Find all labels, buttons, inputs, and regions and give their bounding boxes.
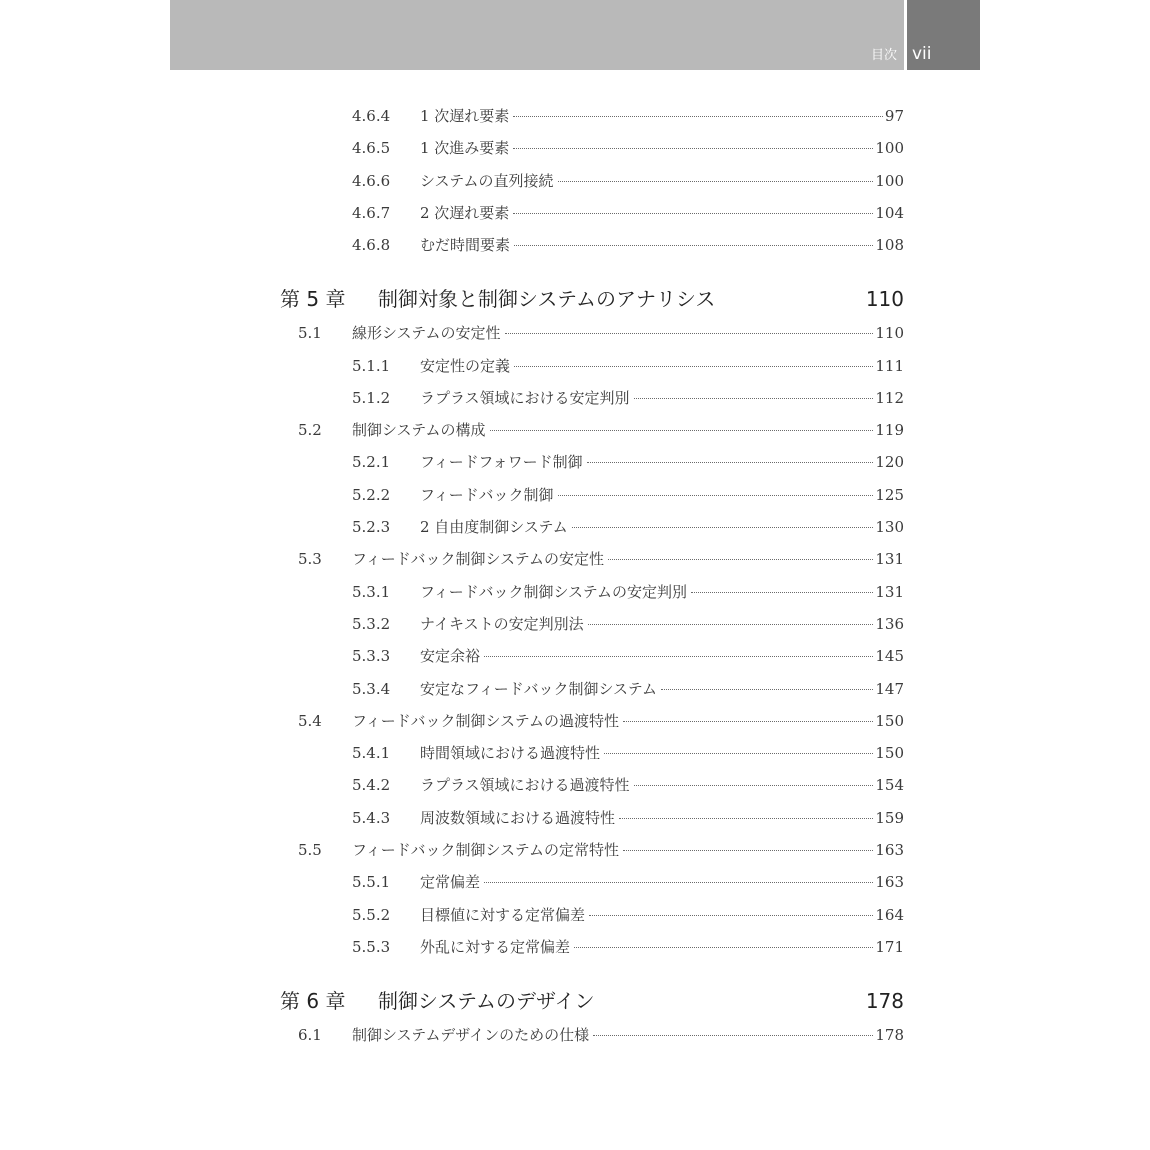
entry-title: 安定なフィードバック制御システム — [420, 679, 658, 698]
toc-subsection-entry[interactable] — [352, 485, 904, 505]
entry-number: 5.4.2 — [352, 776, 391, 795]
dot-leader — [572, 527, 874, 528]
entry-page-number: 147 — [875, 679, 904, 698]
toc-chapter-entry[interactable] — [280, 287, 904, 311]
entry-title: 制御システムの構成 — [352, 421, 486, 440]
entry-number: 5.5.1 — [352, 873, 391, 892]
entry-number: 4.6.4 — [352, 107, 391, 125]
dot-leader — [505, 333, 874, 334]
entry-number: 4.6.7 — [352, 203, 391, 222]
entry-number: 4.6.6 — [352, 171, 391, 190]
dot-leader — [513, 148, 873, 149]
toc-chapter-entry[interactable] — [280, 989, 904, 1013]
dot-leader — [691, 592, 873, 593]
entry-page-number: 150 — [875, 744, 904, 763]
dot-leader — [623, 850, 873, 851]
dot-leader — [514, 245, 873, 246]
entry-title: 線形システムの安定性 — [352, 324, 501, 343]
entry-page-number: 112 — [875, 388, 904, 407]
toc-subsection-entry[interactable] — [352, 872, 904, 892]
dot-leader — [608, 559, 873, 560]
toc-subsection-entry[interactable] — [352, 235, 904, 255]
dot-leader — [558, 495, 874, 496]
chapter-number: 第 5 章 — [280, 287, 346, 312]
entry-page-number: 100 — [875, 171, 904, 190]
toc-subsection-entry[interactable] — [352, 775, 904, 795]
entry-number: 5.3.4 — [352, 679, 391, 698]
entry-title: 1 次進み要素 — [420, 139, 510, 158]
toc-subsection-entry[interactable] — [352, 614, 904, 634]
entry-title: 1 次遅れ要素 — [420, 107, 510, 125]
entry-number: 5.1.1 — [352, 356, 391, 375]
dot-leader — [513, 116, 883, 117]
entry-title: 周波数領域における過渡特性 — [420, 808, 616, 827]
toc-section-entry[interactable] — [298, 1025, 904, 1045]
entry-page-number: 111 — [875, 356, 904, 375]
toc-section-entry[interactable] — [298, 840, 904, 860]
entry-page-number: 145 — [875, 647, 904, 666]
toc-subsection-entry[interactable] — [352, 905, 904, 925]
toc-subsection-entry[interactable] — [352, 743, 904, 763]
toc-subsection-entry[interactable] — [352, 388, 904, 408]
dot-leader — [619, 818, 873, 819]
entry-page-number: 97 — [884, 107, 904, 125]
entry-page-number: 163 — [875, 841, 904, 859]
entry-page-number: 108 — [875, 236, 904, 255]
toc-subsection-entry[interactable] — [352, 203, 904, 223]
entry-page-number: 159 — [875, 808, 904, 827]
entry-page-number: 120 — [875, 453, 904, 472]
entry-number: 5.4 — [298, 711, 322, 730]
entry-page-number: 100 — [875, 139, 904, 158]
entry-number: 5.2.1 — [352, 453, 391, 472]
entry-title: フィードバック制御 — [420, 485, 554, 504]
entry-number: 5.2.2 — [352, 485, 391, 504]
entry-title: 定常偏差 — [420, 873, 481, 892]
entry-title: 安定性の定義 — [420, 356, 511, 375]
dot-leader — [514, 366, 873, 367]
entry-number: 5.5.3 — [352, 937, 391, 956]
entry-number: 5.1.2 — [352, 388, 391, 407]
dot-leader — [593, 1035, 873, 1036]
entry-page-number: 131 — [875, 582, 904, 601]
chapter-page-number: 178 — [865, 988, 904, 1013]
entry-title: 外乱に対する定常偏差 — [420, 937, 571, 956]
entry-page-number: 104 — [875, 203, 904, 222]
toc-section-entry[interactable] — [298, 420, 904, 440]
entry-title: システムの直列接続 — [420, 171, 554, 190]
chapter-page-number: 110 — [865, 287, 904, 312]
entry-number: 5.2.3 — [352, 518, 391, 536]
entry-number: 5.4.3 — [352, 808, 391, 827]
entry-number: 5.3 — [298, 550, 322, 569]
toc-subsection-entry[interactable] — [352, 517, 904, 537]
entry-title: 2 次遅れ要素 — [420, 203, 510, 222]
entry-page-number: 110 — [875, 324, 904, 343]
entry-page-number: 125 — [875, 485, 904, 504]
dot-leader — [588, 624, 874, 625]
entry-page-number: 131 — [875, 550, 904, 569]
entry-title: 安定余裕 — [420, 647, 481, 666]
entry-title: ラプラス領域における安定判別 — [420, 388, 630, 407]
toc-subsection-entry[interactable] — [352, 106, 904, 126]
entry-number: 4.6.8 — [352, 236, 391, 255]
toc-subsection-entry[interactable] — [352, 171, 904, 191]
toc-subsection-entry[interactable] — [352, 808, 904, 828]
dot-leader — [490, 430, 874, 431]
toc-section-entry[interactable] — [298, 549, 904, 569]
entry-title: ラプラス領域における過渡特性 — [420, 776, 630, 795]
toc-section-entry[interactable] — [298, 323, 904, 343]
entry-title: フィードバック制御システムの定常特性 — [352, 841, 620, 859]
dot-leader — [587, 462, 874, 463]
entry-title: 目標値に対する定常偏差 — [420, 905, 586, 924]
chapter-title: 制御対象と制御システムのアナリシス — [378, 287, 716, 312]
entry-page-number: 130 — [875, 518, 904, 536]
toc-subsection-entry[interactable] — [352, 937, 904, 957]
entry-title: フィードフォワード制御 — [420, 453, 583, 472]
entry-number: 5.4.1 — [352, 744, 391, 763]
chapter-title: 制御システムのデザイン — [378, 988, 595, 1013]
entry-page-number: 164 — [875, 905, 904, 924]
dot-leader — [634, 785, 874, 786]
entry-title: ナイキストの安定判別法 — [420, 614, 584, 633]
entry-title: フィードバック制御システムの安定性 — [352, 550, 605, 569]
entry-page-number: 171 — [875, 937, 904, 956]
toc-subsection-entry[interactable] — [352, 646, 904, 666]
dot-leader — [574, 947, 873, 948]
toc-subsection-entry[interactable] — [352, 138, 904, 158]
dot-leader — [558, 181, 874, 182]
toc-subsection-entry[interactable] — [352, 356, 904, 376]
entry-number: 5.2 — [298, 421, 322, 440]
toc-subsection-entry[interactable] — [352, 679, 904, 699]
entry-page-number: 178 — [875, 1025, 904, 1044]
dot-leader — [589, 915, 873, 916]
entry-title: フィードバック制御システムの安定判別 — [420, 582, 688, 601]
entry-number: 5.3.1 — [352, 582, 391, 601]
entry-page-number: 150 — [875, 711, 904, 730]
dot-leader — [661, 689, 873, 690]
entry-page-number: 119 — [875, 421, 904, 440]
toc-section-entry[interactable] — [298, 711, 904, 731]
dot-leader — [484, 882, 873, 883]
entry-number: 5.5 — [298, 841, 322, 859]
entry-page-number: 163 — [875, 873, 904, 892]
entry-page-number: 136 — [875, 614, 904, 633]
dot-leader — [634, 398, 874, 399]
entry-title: 時間領域における過渡特性 — [420, 744, 601, 763]
entry-number: 5.5.2 — [352, 905, 391, 924]
dot-leader — [513, 213, 873, 214]
entry-number: 5.3.2 — [352, 614, 391, 633]
entry-title: 制御システムデザインのための仕様 — [352, 1025, 590, 1044]
entry-title: 2 自由度制御システム — [420, 518, 568, 536]
entry-page-number: 154 — [875, 776, 904, 795]
running-header-title: 目次 — [870, 48, 897, 63]
dot-leader — [484, 656, 873, 657]
chapter-number: 第 6 章 — [280, 988, 346, 1013]
entry-title: フィードバック制御システムの過渡特性 — [352, 711, 620, 730]
dot-leader — [604, 753, 873, 754]
entry-number: 6.1 — [298, 1025, 322, 1044]
toc-subsection-entry[interactable] — [352, 452, 904, 472]
entry-number: 4.6.5 — [352, 139, 391, 158]
toc-subsection-entry[interactable] — [352, 582, 904, 602]
dot-leader — [623, 721, 873, 722]
entry-title: むだ時間要素 — [420, 236, 511, 255]
entry-number: 5.1 — [298, 324, 322, 343]
entry-number: 5.3.3 — [352, 647, 391, 666]
page-number: vii — [912, 44, 932, 64]
